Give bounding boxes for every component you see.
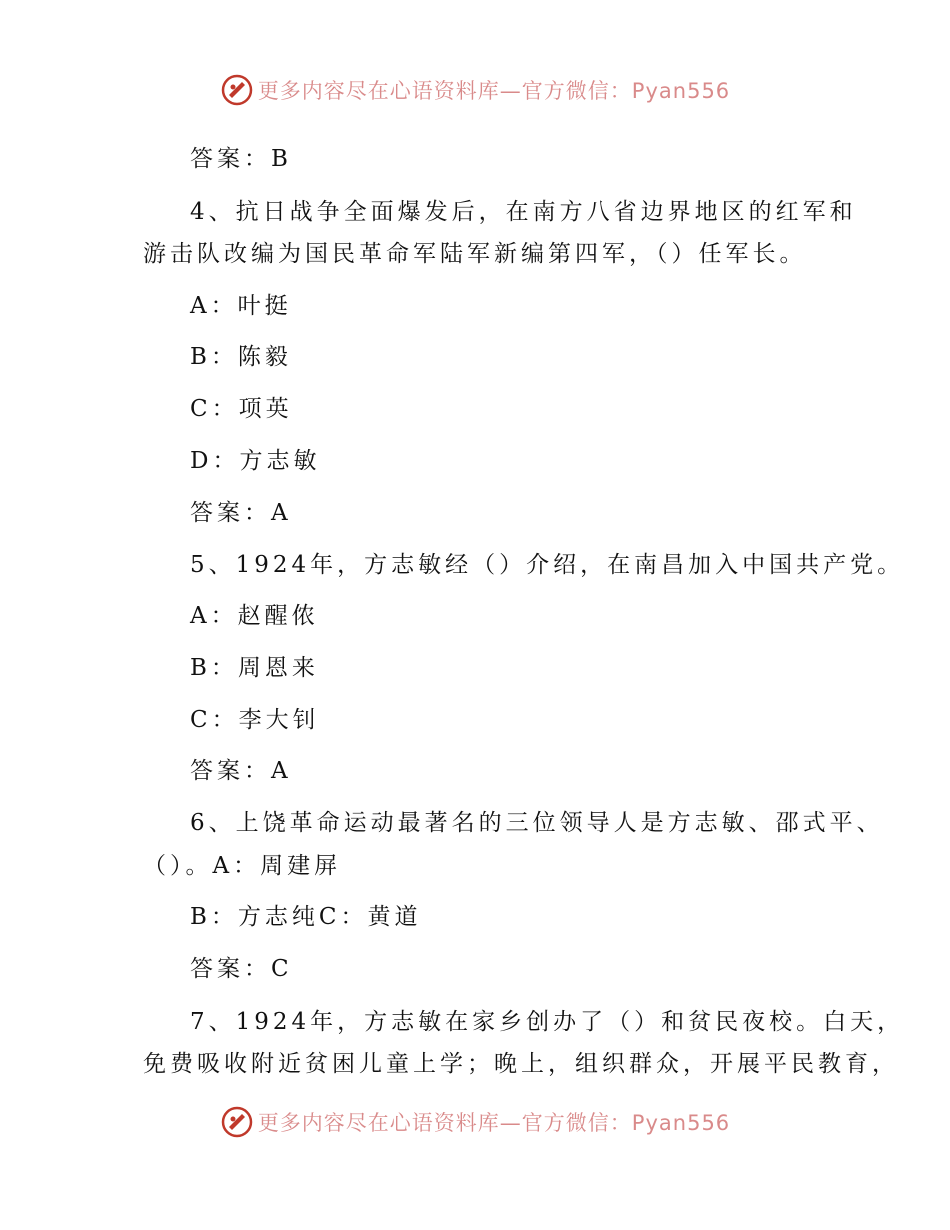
option-b: B：周恩来	[190, 655, 319, 681]
question-7-line-1: 7、1924年，方志敏在家乡创办了（）和贫民夜校。白天，	[190, 1009, 905, 1035]
banner-text: 更多内容尽在心语资料库—官方微信：Pyan556	[257, 79, 731, 103]
option-c: C：李大钊	[190, 707, 320, 733]
answer-line: 答案：C	[190, 956, 293, 982]
logo-icon	[220, 1105, 254, 1139]
option-d: D：方志敏	[190, 448, 321, 474]
question-4-line-1: 4、抗日战争全面爆发后，在南方八省边界地区的红军和	[190, 199, 857, 225]
option-b: B：陈毅	[190, 344, 292, 370]
answer-line: 答案：A	[190, 500, 292, 526]
header-banner	[0, 70, 950, 110]
option-c: C：项英	[190, 396, 293, 422]
question-6-line-1: 6、上饶革命运动最著名的三位领导人是方志敏、邵式平、	[190, 810, 884, 836]
banner-text: 更多内容尽在心语资料库—官方微信：Pyan556	[257, 1111, 731, 1135]
footer-banner	[0, 1102, 950, 1142]
question-7-line-2: 免费吸收附近贫困儿童上学；晚上，组织群众，开展平民教育，	[143, 1051, 899, 1077]
option-b-c: B：方志纯C：黄道	[190, 904, 422, 930]
question-6-line-2: （）。A：周建屏	[143, 853, 342, 879]
question-4-line-2: 游击队改编为国民革命军陆军新编第四军，（）任军长。	[143, 241, 807, 267]
question-5: 5、1924年，方志敏经（）介绍，在南昌加入中国共产党。	[190, 552, 905, 578]
logo-icon	[220, 73, 254, 107]
option-a: A：叶挺	[190, 293, 292, 319]
answer-line: 答案：B	[190, 146, 292, 172]
answer-line: 答案：A	[190, 758, 292, 784]
option-a: A：赵醒侬	[190, 603, 319, 629]
